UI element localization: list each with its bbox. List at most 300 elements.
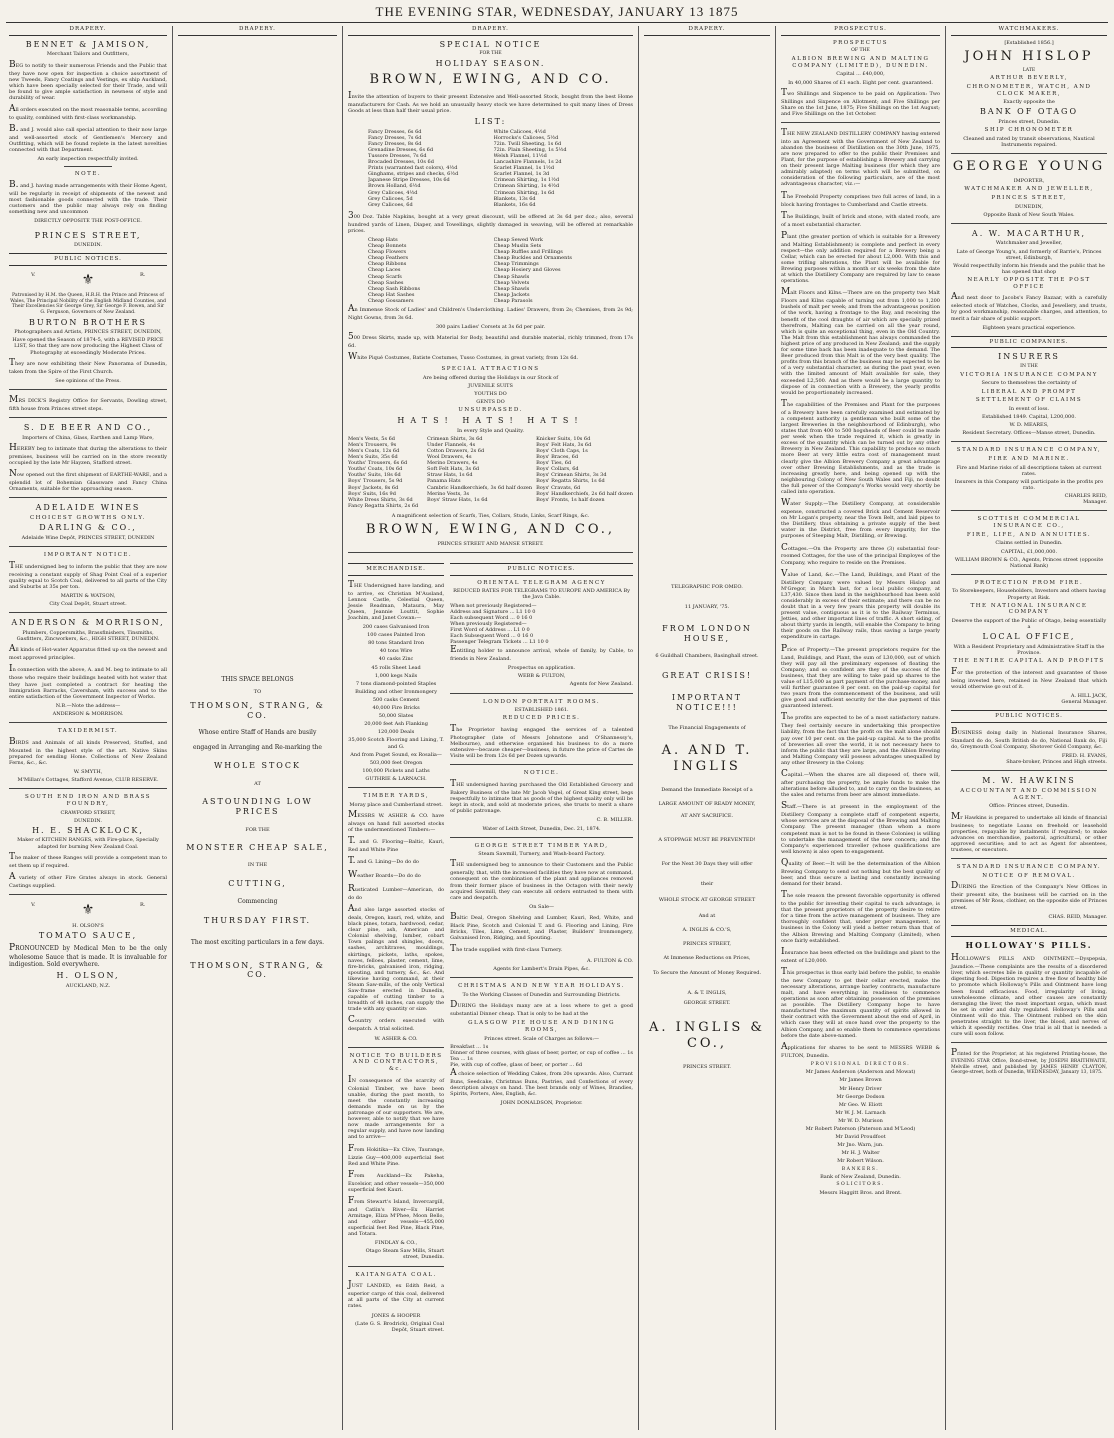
clothing-list <box>348 436 633 509</box>
divider <box>951 574 1107 575</box>
clothing-item: Fancy Regatta Shirts, 2s 6d <box>348 502 419 509</box>
prospectus-paragraph: Malt Floors and Kilns.—There are on the property two Malt Floors and Kilns capable of turning out from 1,000 to 1,200 bushels of malt per week; and from the advantageous position of the work, having a frontage to the Bay, and receiving the benefit of the cool draughts of air which are specially prized therefrom, Malting can be carried on all the year round, which is quite an exceptional thing, even in the Old Country. The Malt from this establishment has always commanded the highest price of any produced in New Zealand; and the supply for some time back has been inadequate to the demand. The Beer produced from this Malt is of the very best quality. The profits from this branch of the business may be expected to be of a very substantial character, as during the past year, even with the limited amount of Malt available for sale, they exceeded L2,500. And as there would be a large quantity to dispose of in connection with a Brewery, the yearly profits would be proportionately increased. <box>781 287 940 396</box>
price-item: Ginghams, stripes and checks, 6½d <box>368 171 459 178</box>
ad-text: HOLLOWAY'S PILLS AND OINTMENT.—Dyspepsia, Jaundice.—These complaints are the results of a disordered liver, which secretes bile in quality or quantity incapable of digesting food. Digestion requires a free flow of healthy bile to promote which Holloway's Pills and Ointment have long been found efficacious. Food, irregularity of living, unwholesome climate, and other causes are constantly deranging the liver, the most important organ, which must be set in order and duly regulated. Holloway's Pills and Ointment will do this. The Ointment rubbed on the skin penetrates straight to the liver, the blood, and nerves of which it speedily rectifies. One trial is all that is needed: a cure will soon follow. <box>951 953 1107 1038</box>
advertiser-name: ANDERSON & MORRISON, <box>11 618 165 628</box>
divider <box>9 417 167 418</box>
advertiser-name: BROWN, EWING, AND CO. <box>369 71 612 87</box>
ad-subhead: LIST: <box>474 116 507 126</box>
ad-text: In every Style and Quality. <box>457 427 524 434</box>
prospectus-paragraph: Quality of Beer.—It will be the determination of the Albion Brewing Company to send out nothing but the best quality of beer, and thus secure a lasting and constantly increasing demand for their brand. <box>781 857 940 888</box>
cheap-item: Cheap Muslin Sets <box>493 243 542 250</box>
clothing-item: Crimean Shirts, 3s 6d <box>427 435 483 442</box>
divider <box>9 612 167 613</box>
divider <box>450 977 633 978</box>
merchandise-item: 40 casks Zinc <box>378 656 414 663</box>
price-list-right <box>494 129 614 208</box>
ad-text: BEG to notify to their numerous Friends and the Public that they have now open for inspection a choice assortment of new Tweeds, Fancy Coatings and Vestings, ex ship Auckland, which have been specially selected for their Trade, and will be found to give ample satisfaction in newness of style and durability of wear. <box>9 59 167 101</box>
clothing-item: Youths' Coats, 10s 6d <box>348 466 403 473</box>
merchandise-item: 500 casks Cement <box>372 696 420 703</box>
ad-text: Eighteen years practical experience. <box>982 324 1076 331</box>
ad-line: their <box>700 881 714 888</box>
advertiser-name: CHARLES REID, <box>1064 493 1107 500</box>
ad-text: Office: Princes street, Dunedin. <box>989 803 1069 810</box>
advertiser-name: ANDERSON & MORRISON. <box>52 710 124 717</box>
clothing-item: Knicker Suits, 10s 6d <box>536 435 591 442</box>
clothing-item: Boys' Cravats, 6d <box>536 484 581 491</box>
clothing-item: Men's Trousers, 9s <box>348 441 397 448</box>
cipher-letter: V. <box>31 272 36 279</box>
clothing-item: Merino Drawers, 4s <box>427 460 478 467</box>
price-item: Horrocks's Calicoes, 5½d <box>493 134 559 141</box>
ad-line: FROM LONDON HOUSE, <box>662 623 752 643</box>
ad-text: DURING the Erection of the Company's New Offices in their present site, the business will be carried on in the premises of Mr Ross, clothier, on the opposite side of Princes street. <box>951 881 1107 911</box>
rate-item: Address and Signature ... L1 10 0 <box>450 608 536 615</box>
clothing-item: Boys' Straw Hats, 1s 6d <box>427 496 488 503</box>
ad-headline: HOLIDAY SEASON. <box>435 59 546 69</box>
ad-text: In 40,000 Shares of £1 each. Eight per cent. guaranteed. <box>788 79 933 86</box>
ad-line: Commencing <box>237 898 278 906</box>
ad-line: TELEGRAPHIC FOR OMEO. <box>671 583 743 590</box>
cheap-item: Cheap Ruffles and Frillings <box>493 249 563 256</box>
ad-line: WHOLE STOCK AT GEORGE STREET <box>658 897 756 904</box>
cheap-item: Cheap Sash Ribbons <box>368 285 421 292</box>
ad-line: MONSTER CHEAP SALE, <box>186 842 329 852</box>
cheap-list-left <box>368 237 488 304</box>
merchandise-item: Building and other Ironmongery <box>355 688 438 695</box>
clothing-item: Wool Drawers, 4s <box>427 454 472 461</box>
ad-line: BANK OF OTAGO <box>979 107 1078 117</box>
rate-item: Each Subsequent Word ... 0 16 0 <box>450 633 534 640</box>
director-item: Mr Robert Wilson. <box>837 1158 884 1165</box>
ad-text: WILLIAM BROWN & CO., Agents, Princes street (opposite National Bank) <box>954 556 1104 569</box>
price-item: Grey Calicoes, 5d <box>368 195 413 202</box>
cheap-item: Cheap Hosiery and Gloves <box>493 267 561 274</box>
advertiser-name: GEORGE YOUNG <box>952 159 1106 175</box>
company-name: ALBION BREWING AND MALTING COMPANY (LIMITED), DUNEDIN. <box>791 56 930 69</box>
merchandise-item: 100,000 Pickets and Laths <box>362 767 430 774</box>
ad-subhead: GLASGOW PIE HOUSE AND DINING ROOMS, <box>468 1020 616 1033</box>
ad-subhead: PROSPECTUS <box>832 39 889 46</box>
ad-line: A STOPPAGE MUST BE PREVENTED! <box>658 836 756 843</box>
ad-text: And next door to Jacobs's Fancy Bazaar, with a carefully selected stock of Watches, Clocks, and Jewellery, and trusts, by good workmanship, reasonable charges, and attention, to merit a fair share of public support. <box>951 292 1107 322</box>
advertiser-name: THOMSON, STRANG, & CO. <box>190 701 325 720</box>
ad-text: Invite the attention of buyers to their present Extensive and Well-assorted Stock, bought from the best Home manufacturers for Cash. As we hold an unusually heavy stock we have determined to quit many lines of Dress Goods at less than half their usual price. <box>348 90 633 114</box>
ad-text: T. and G. Flooring—Baltic, Kauri, Red and White Pine <box>348 835 445 853</box>
ad-text: Weather Boards—Do do do <box>348 869 421 880</box>
advertiser-name: THOMSON, STRANG, & CO. <box>190 960 325 980</box>
ad-line: LOCAL OFFICE, <box>982 632 1076 642</box>
ad-text: In event of loss. <box>1008 405 1050 412</box>
clothing-item: Boys' Crimean Shirts, 3s 3d <box>536 472 607 479</box>
advertiser-sub: AUCKLAND, N.Z. <box>65 983 111 990</box>
royal-cipher <box>9 270 167 291</box>
clothing-item: Youths' Trousers, 6s 6d <box>348 460 408 467</box>
ad-text: T. and G. Lining—Do do do <box>348 855 419 866</box>
director-item: Mr James Brown <box>839 1077 882 1084</box>
ad-text: MESSRS W. ASHER & CO. have always on hand full assorted stocks of the undermentioned Timbers:— <box>348 809 445 833</box>
clothing-item: Men's Suits, 35s 6d <box>348 454 398 461</box>
clothing-item: Youths' Suits, 18s 6d <box>348 472 401 479</box>
ad-text: Messrs Haggitt Bros. and Brent. <box>819 1189 902 1196</box>
ad-text: Claims settled in Dunedin. <box>995 540 1063 547</box>
ad-text: Are being offered during the Holidays in our Stock of <box>422 374 559 381</box>
ad-line: THURSDAY FIRST. <box>203 915 312 925</box>
price-item: Scarlet Flannel, 1s 1½d <box>493 165 555 172</box>
ad-text: With a Resident Proprietary and Administrative Staff in the Province. <box>953 644 1105 657</box>
price-item: Brocaded Dresses, 10s 6d <box>368 159 434 166</box>
ad-subhead: CHOICEST GROWTHS ONLY. <box>29 514 147 521</box>
divider <box>951 441 1107 442</box>
price-item: Prints (warranted fast colors), 4½d <box>368 165 458 172</box>
ad-line: OF THE <box>851 48 870 54</box>
ad-line: IN THE <box>1020 364 1038 370</box>
advertiser-sub: Agents for New Zealand. <box>569 681 633 688</box>
clothing-item: Boys' Regatta Shirts, 1s 6d <box>536 478 605 485</box>
advertiser-name: A. HILL JACK, <box>1070 693 1107 700</box>
advertiser-sub: ARTHUR BEVERLY, <box>990 75 1068 82</box>
ad-line: AT <box>254 780 261 787</box>
ad-text: A variety of other Fire Grates always in stock. General Castings supplied. <box>9 871 167 889</box>
cheap-item: Cheap Feathers <box>368 255 409 262</box>
ad-line: GENTS DO <box>476 399 505 406</box>
price-item: Fancy Dresses, 8s 6d <box>368 140 422 147</box>
column-rule <box>172 26 173 1430</box>
cheap-item: Cheap Shawls <box>493 273 530 280</box>
product-name: HOLLOWAY'S PILLS. <box>965 940 1093 951</box>
divider <box>348 552 633 553</box>
company-name: STANDARD INSURANCE COMPANY. <box>956 863 1102 870</box>
ad-text: B. and J. having made arrangements with their Home Agent, will be regularly in receipt of shipments of the newest and most fashionable goods connected with the trade. Their customers and the public may always rely on finding something new and uncommon <box>9 180 167 216</box>
prospectus-paragraph: Applications for shares to be sent to MESSRS WEBB & FULTON, Dunedin. <box>781 1041 940 1059</box>
merchandise-list <box>348 624 444 774</box>
clothing-item: White Dress Shirts, 3s 6d <box>348 496 413 503</box>
charge-item: Breakfast ... 1s <box>450 1043 489 1050</box>
ad-line: AT ANY SACRIFICE. <box>680 812 734 819</box>
advertiser-name: A. AND T. INGLIS <box>661 742 753 774</box>
director-item: Mr Robert Paterson (Paterson and M'Leod) <box>805 1126 916 1133</box>
advertiser-name: JOHN HISLOP <box>964 48 1094 64</box>
column-3 <box>345 26 636 1426</box>
ad-text: IN consequence of the scarcity of Colonial Timber, we have been unable, during the past month, to meet the constantly increasing demands made on us by the patronage of our supporters. We are, however, able to notify that we have now made arrangements for a regular supply, and have now landing and to arrive— <box>348 1074 445 1141</box>
price-item: Fancy Dresses, 7s 6d <box>368 134 422 141</box>
advertiser-name: A. FULTON & CO. <box>586 958 633 965</box>
ad-line: PRINCES STREET, <box>683 941 731 948</box>
ad-text: 300 pairs Ladies' Corsets at 3s 6d per pair. <box>435 324 546 331</box>
advertiser-name: FRED. H. EVANS, <box>1061 753 1107 760</box>
clothing-item: Men's Coats, 12s 6d <box>348 447 400 454</box>
ad-text: Now opened out the first shipment of EARTHE-WARE, and a splendid lot of Bohemian Glassware and Fancy China Ornaments, suitable for the approaching season. <box>9 468 167 492</box>
column-1 <box>6 26 170 1426</box>
merchandise-item: 45 rolls Sheet Lead <box>371 664 421 671</box>
advertiser-name: H. E. SHACKLOCK, <box>32 825 144 835</box>
column-rule <box>342 26 343 1430</box>
ad-text: All orders executed on the most reasonable terms, according to quality, combined with first-class workmanship. <box>9 103 167 121</box>
divider <box>348 1047 444 1048</box>
price-item: Japanese Stripe Dresses, 10s 6d <box>368 177 450 184</box>
ad-subhead: TIMBER YARDS, <box>363 792 430 799</box>
ad-text: THE undersigned beg to announce to their Customers and the Public generally, that, with the increased facilities they have now at command, consequent on the combination of the plant and appliances removed from their former place of business in the Octagon with their newly acquired Sawmill, they can execute all orders entrusted to them with care and despatch. <box>450 859 633 901</box>
advertiser-name: ADELAIDE WINES <box>35 503 141 513</box>
ad-text: JUST LANDED, ex Edith Reid, a superior cargo of this coal, delivered at all parts of the City at current rates. <box>348 1280 445 1310</box>
director-item: Mr W. J. M. Larnach <box>835 1109 886 1116</box>
ad-text: Fire and Marine risks of all descriptions taken at current rates. <box>956 464 1102 477</box>
ad-text: B. and J. would also call special attention to their now large and well-assorted stock of Gentlemen's Mercery and Outfitting, which will be found replete in the latest novelties connected with that Department. <box>9 124 167 154</box>
ad-text: DIRECTLY OPPOSITE THE POST-OFFICE. <box>34 218 142 225</box>
clothing-item: Under Flannels, 4s <box>427 441 476 448</box>
clothing-item: Cambric Handkerchiefs, 3s 6d half dozen <box>427 484 533 491</box>
advertiser-sub: Watchmaker and Jeweller, <box>995 240 1063 247</box>
merchandise-item: 20,000 feet Ash Flanking <box>364 721 428 728</box>
divider <box>951 858 1107 859</box>
ad-text: An Immense Stock of Ladies' and Children's Underclothing. Ladies' Drawers, from 2s; Chemises, from 2s 9d; Night Gowns, from 3s 6d. <box>348 303 633 321</box>
printer-imprint: Printed for the Proprietor, at his registered Printing-house, the EVENING STAR Office, Bond-street, by JOSEPH BRAITHWAITE, Melville street, and published by JAMES HENRY CLAYTON, George-street, both of Dunedin, WEDNESDAY, January 13, 1875. <box>951 1048 1107 1076</box>
advertiser-name: JONES & HOOPER <box>371 1312 421 1319</box>
royal-arms-icon: ⚜ <box>81 272 95 289</box>
ad-text: An early inspection respectfully invited. <box>37 156 139 163</box>
advertiser-name: A. INGLIS & CO., <box>649 1019 765 1051</box>
ad-text: PRONOUNCED by Medical Men to be the only wholesome Sauce that is made. It is invaluable for indigestion. Sold everywhere. <box>9 942 167 968</box>
ad-text: To the Working Classes of Dunedin and Surrounding Districts. <box>462 992 621 999</box>
cipher-letter: R. <box>140 901 146 908</box>
price-item: White Calicoes, 4½d <box>493 128 546 135</box>
director-item: Mr David Proudfoot <box>835 1134 886 1141</box>
advertiser-sub: Moray place and Cumberland street. <box>349 801 443 808</box>
ad-subhead: PROTECTION FROM FIRE. <box>974 579 1084 586</box>
ad-text: Deserve the support of the Public of Otago, being essentially a <box>951 618 1107 631</box>
ad-text: On Sale— <box>529 903 554 910</box>
cipher-letter: V. <box>31 901 36 908</box>
clothing-item: Merino Vests, 3s <box>427 490 470 497</box>
advertiser-name: W. SMYTH, <box>73 768 103 775</box>
ad-subhead: NOTE. <box>74 171 102 178</box>
column-rule <box>638 26 639 1430</box>
ad-text: See opinions of the Press. <box>55 377 121 384</box>
divider <box>9 389 167 390</box>
ad-text: Princes street. Scale of Charges as follows:— <box>484 1035 599 1042</box>
cheap-item: Cheap Velvets <box>493 279 530 286</box>
ad-line: To Secure the Amount of Money Required. <box>652 969 762 976</box>
price-item: Crimean Shirting, 1s 4½d <box>493 183 560 190</box>
ad-subhead: WATCHMAKER AND JEWELLER, <box>964 186 1094 193</box>
prospectus-paragraph: The sole reason the present favorable opportunity is offered to the public for investing their capital to such advantage, is that the present proprietors of the property desire to retire for a time from the active management of business. They are thoroughly confident that, under proper management, no business in the Colony will yield a better return than that of the Albion Brewing and Malting Company (Limited), when once fairly established. <box>781 890 940 944</box>
cipher-letter: R. <box>140 272 146 279</box>
advertiser-name: C. B. MILLER. <box>596 817 633 824</box>
advertiser-sub: CRAWFORD STREET, <box>60 809 116 816</box>
divider <box>9 497 167 498</box>
price-item: Brown Holland, 6½d <box>368 183 421 190</box>
advertiser-address: PRINCES STREET, <box>34 230 142 240</box>
ad-subhead: IMPORTANT NOTICE. <box>43 552 133 559</box>
ad-subhead: REDUCED PRICES. <box>502 715 581 722</box>
prospectus-paragraph: The capabilities of the Premises and Plant for the purposes of a Brewery have been carefully examined and estimated by a competent authority (a gentleman who built some of the largest Breweries in the neighbourhood of Edinburgh), who states that from 400 to 500 hogsheads of Beer could be made per week when the trade required it, which is greatly in excess of the quantity which can be turned out by any other Brewery in New Zealand. This capability to produce so much more Beer at very little extra cost of management must clearly give the Albion Brewery Company a great advantage over other Brewing Establishments, and as the trade is increasing greatly here, and being opened up with the neighbouring Colony of New South Wales and Fiji, no doubt the full power of the Company's Works would very shortly be called into operation. <box>781 398 940 495</box>
clothing-list-b <box>427 436 532 509</box>
cheap-item: Cheap Buckles and Ornaments <box>493 255 572 262</box>
ad-text: Prospectus on application. <box>507 665 576 672</box>
prospectus-paragraph: The Buildings, built of brick and stone, with slated roofs, are of a most substantial character. <box>781 210 940 228</box>
rate-item: First Word of Address ... L1 0 0 <box>450 626 530 633</box>
ad-text: And also large assorted stocks of deals, Oregon, kauri, red, white, and black pines, totara, hardwood, cedar, clear pine, ash, American and Colonial shelving, lumber, cobart Town palings and shingles, doors, sashes, architraves, mouldings, skirtings, pickets, laths, spokes, naves, felloes, plaster, cement, lime, fire-bricks, galvanised iron, ridging, spouting, and turnery, &c., &c. And likewise having command, at their Steam Saw-mills, of the only Vertical Saw-frame erected in Dunedin, capable of cutting timber to a breadth of 48 inches, can supply the trade with any quantity or size. <box>348 903 445 1013</box>
lower-columns <box>348 558 633 1333</box>
ad-line: TO <box>253 689 262 696</box>
ad-subhead: NEARLY OPPOSITE THE POST OFFICE <box>967 276 1091 290</box>
ad-line: YOUTHS DO <box>474 391 507 398</box>
cheap-item: Cheap Sashes <box>368 279 404 286</box>
advertiser-name: MARTIN & WATSON, <box>60 593 116 600</box>
merchandise-item: 100 cases Painted Iron <box>367 632 426 639</box>
advertiser-name: A. W. MACARTHUR, <box>971 228 1087 238</box>
section-header: PUBLIC COMPANIES. <box>951 336 1107 349</box>
ad-text: [Established 1856.] <box>1004 39 1054 46</box>
ad-text: Princes street, Dunedin. <box>998 119 1060 126</box>
advertiser-sub: Steam Sawmill, Turnery, and Wash-board Factory. <box>478 851 605 858</box>
ad-text: A magnificent selection of Scarfs, Ties, Collars, Studs, Links, Scarf Rings, &c. <box>391 512 590 519</box>
section-header: PUBLIC NOTICES. <box>9 253 167 266</box>
advertiser-name: H. OLSON, <box>56 971 120 981</box>
ad-line: The Financial Engagements of <box>668 724 746 731</box>
cheap-item: Cheap Parasols <box>493 297 533 304</box>
price-item: Blankets, 16s 6d <box>493 201 536 208</box>
advertiser-sub: Adelaide Wine Depôt, PRINCES STREET, DUNEDIN <box>21 535 155 542</box>
cheap-item: Cheap Trimmings <box>493 261 539 268</box>
ad-text: Mr Hawkins is prepared to undertake all kinds of financial business; to negotiate Loans on freehold or leasehold properties, repayable by instalments if required; to make advances on merchandise, pastoral, agricultural, or other approved securities; and to act as Agent for absentees, trustees, or executors. <box>951 811 1107 853</box>
divider <box>450 764 633 765</box>
divider <box>450 693 633 694</box>
advertiser-name: W. D. MEARES, <box>1009 422 1049 429</box>
ad-text: White Piqué Costumes, Batiste Costumes, Tusso Costumes, in great variety, from 12s 6d. <box>348 352 579 363</box>
ad-subhead: NOTICE OF REMOVAL. <box>982 872 1076 879</box>
section-header: DRAPERY. <box>178 26 337 36</box>
ad-text: DURING the Holidays many are at a loss where to get a good substantial Dinner cheap. That is only to be had at the <box>450 1000 633 1018</box>
advertiser-address: PRINCES STREET AND MANSE STREET. <box>437 540 544 547</box>
ad-line: IN THE <box>247 862 268 869</box>
public-notices-column <box>450 558 633 1333</box>
ad-subhead: GEORGE STREET TIMBER YARD, <box>474 842 609 849</box>
merchandise-column <box>348 558 444 1333</box>
price-list-left <box>368 129 488 208</box>
ad-line: WHOLE STOCK <box>214 761 301 771</box>
divider <box>9 546 167 547</box>
cheap-item: Cheap Hat Sashes <box>368 291 415 298</box>
ad-text: BIRDS and Animals of all kinds Preserved, Stuffed, and Mounted in the highest style of the art. Native Skins prepared for sending Home. Collections of New Zealand Ferns, &c., &c. <box>9 736 167 766</box>
ad-text: Exactly opposite the <box>1003 99 1055 106</box>
company-name: THE NATIONAL INSURANCE COMPANY <box>970 602 1088 616</box>
ad-text: Baltic Deal, Oregon Shelving and Lumber, Kauri, Red, White, and Black Pine, Scotch and Colonial T. and G. Flooring and Lining, Fire Bricks, Tiles, Lime, Cement, and Plaster, Builders' Ironmongery, Galvanised Iron, Ridging, and Spouting. <box>450 911 633 942</box>
ad-text: BUSINESS doing daily in National Insurance Shares, Standard do do, South British do do, National Bank do, Fiji do, Greymouth Coal Company, Shotover Gold Company, &c. <box>951 726 1107 751</box>
price-item: Lancashire Flannels, 1s 2d <box>493 159 562 166</box>
ad-line: Demand the Immediate Receipt of a <box>661 786 753 793</box>
merchandise-item: 503,000 feet Oregon <box>369 759 423 766</box>
cheap-item: Cheap Scarfs <box>368 273 402 280</box>
advertiser-name: JOHN DONALDSON, Proprietor. <box>500 1100 583 1107</box>
rate-item: When previously Registered— <box>450 620 527 627</box>
cheap-item: Cheap Ribbons <box>368 261 407 268</box>
section-header: DRAPERY. <box>644 26 770 36</box>
divider <box>348 787 444 788</box>
ad-text: REDUCED RATES FOR TELEGRAMS TO EUROPE AND AMERICA By the Java Cable. <box>453 588 630 601</box>
clothing-item: Boys' Handkerchiefs, 2s 6d half dozen <box>536 490 633 497</box>
ad-subhead: FIRE AND MARINE. <box>988 456 1070 463</box>
director-item: Mr Jno. Warn, jun. <box>837 1142 884 1149</box>
advertiser-sub: (Late G. S. Brodrick), Original Coal Depôt, Stuart street. <box>354 1320 445 1333</box>
ad-line: THE ENTIRE CAPITAL AND PROFITS <box>953 658 1105 665</box>
clothing-list-c <box>536 436 633 509</box>
section-header: DRAPERY. <box>9 26 167 36</box>
ad-text: Bank of New Zealand, Dunedin. <box>820 1174 901 1181</box>
price-item: Crimean Shirting, 1s 6d <box>493 189 555 196</box>
prospectus-body <box>781 128 940 1059</box>
column-4 <box>641 26 773 1426</box>
ad-line: FOR THE <box>479 51 502 57</box>
prospectus-paragraph: Insurance has been effected on the buildings and plant to the extent of L20,000. <box>781 946 940 964</box>
column-5 <box>778 26 943 1426</box>
price-item: Fancy Dresses, 6s 6d <box>368 128 422 135</box>
advertiser-sub: Plumbers, Coppersmiths, Brassfinishers, Tinsmiths, Gasfitters, Zincworkers, &c., HIGH STREET, DUNEDIN. <box>16 630 160 643</box>
clothing-item: Boys' Cloth Caps, 1s <box>536 447 588 454</box>
ad-text: ESTABLISHED 1861. <box>514 707 569 714</box>
cheap-item: Cheap Shawls <box>493 285 530 292</box>
merchandise-item: 7 tons diamond-pointed Staples <box>355 680 437 687</box>
prospectus-paragraph: Cottages.—On the Property are three (3) substantial four-roomed Cottages, for the use of the principal Employes of the Company, who require to reside on the Premises. <box>781 542 940 566</box>
ad-line: LIBERAL AND PROMPT <box>981 388 1077 395</box>
rate-item: When not previously Registered— <box>450 602 537 609</box>
ad-text: N.B.—Note the address— <box>55 702 121 709</box>
ad-subhead: NOTICE. <box>523 770 560 777</box>
clothing-item: Soft Felt Hats, 3s 6d <box>427 466 480 473</box>
advertiser-name: W. ASHER & CO. <box>374 1035 418 1042</box>
clothing-item: Boys' Braces, 6d <box>536 454 579 461</box>
ad-text: Two Shillings and Sixpence to be paid on Application: Two Shillings and Sixpence on Allotment; and Five Shillings per Share on the 1st June, 1875; Five Shillings on the 1st August; and Five Shillings on the 1st October. <box>781 87 940 117</box>
merchandise-item: 80 tons Standard Iron <box>368 640 425 647</box>
advertiser-sub: General Manager. <box>1061 699 1107 706</box>
clothing-list-a <box>348 436 423 509</box>
advertiser-sub: City Coal Depôt, Stuart street. <box>49 601 127 608</box>
column-6 <box>948 26 1110 1426</box>
ad-subhead: SOUTH END IRON AND BRASS FOUNDRY, <box>24 794 152 807</box>
company-name: SCOTTISH COMMERCIAL INSURANCE CO., <box>977 516 1081 529</box>
masthead-rule <box>6 22 1108 23</box>
ad-subhead: KAITANGATA COAL. <box>355 1271 437 1278</box>
director-item: Mr W. D. Murison <box>838 1117 883 1124</box>
ad-text: Agents for Lambert's Drain Pipes, &c. <box>493 966 590 973</box>
divider <box>951 223 1107 224</box>
charges-list <box>450 1044 633 1068</box>
clothing-item: Straw Hats, 1s 6d <box>427 472 473 479</box>
divider <box>348 1266 444 1267</box>
section-header: PUBLIC NOTICES. <box>951 710 1107 723</box>
ad-text: Secure to themselves the certainty of <box>981 380 1077 387</box>
director-item: Mr Henry Driver <box>839 1085 882 1092</box>
prospectus-paragraph: Price of Property.—The present proprietors require for the Land, Buildings, and Plant, the sum of L30,000, out of which they will pay all the preliminary expenses of floating the Company; and so confident are they of the success of the business, that they are willing to take paid up shares to the value of L15,000 as part payment of the purchase-money, and will further guarantee 8 per cent. on the paid-up capital for two years from the commencement of the business, and will give good and sufficient security for the due payment of this guaranteed interest. <box>781 643 940 710</box>
ad-line: FOR THE <box>245 826 270 833</box>
divider <box>450 837 633 838</box>
directors-list <box>781 1069 940 1164</box>
ad-line: SETTLEMENT OF CLAIMS <box>975 397 1083 404</box>
ad-text: MRS DICK'S Registry Office for Servants, Dowling street, fifth house from Princes street steps. <box>9 394 167 412</box>
clothing-item: Cotton Drawers, 2s 6d <box>427 447 485 454</box>
ad-text: For the protection of the interest and guarantee of those being invested here, retained in New Zealand that which would otherwise go out of it. <box>951 666 1107 690</box>
ad-headline: SPECIAL NOTICE <box>439 39 542 49</box>
merchandise-item: 1,000 kegs Nails <box>374 672 418 679</box>
prospectus-paragraph: Plant (the greater portion of which is suitable for a Brewery and Malting Establishment) is complete and perfect in every respect—the only addition required for a Brewery being a Cellar, which can be erected for about L2,000. With this and some trifling alterations, the Plant will be available for Brewing purposes within a month or six weeks from the date at which the Distillery Company are required by law to cease operations. <box>781 230 940 285</box>
ad-line: 6 Guildhall Chambers, Basinghall street. <box>655 653 759 660</box>
ad-text: 300 Doz. Table Napkins, bought at a very great discount, will be offered at 3s 6d per doz.; also, several hundred yards of Linen, Diaper, and Towellings, slightly damaged in weaving, will be offered at remarkable prices. <box>348 210 633 234</box>
charge-item: Dinner of three courses, with glass of beer, porter, or cup of coffee ... 1s <box>450 1049 633 1056</box>
advertiser-name: H. OLSON'S <box>72 922 104 929</box>
ad-text: The maker of these Ranges will provide a competent man to set them up if required. <box>9 851 167 869</box>
price-item: Crimean Shirting, 1s 1½d <box>493 177 560 184</box>
ad-line: JUVENILE SUITS <box>468 382 513 389</box>
